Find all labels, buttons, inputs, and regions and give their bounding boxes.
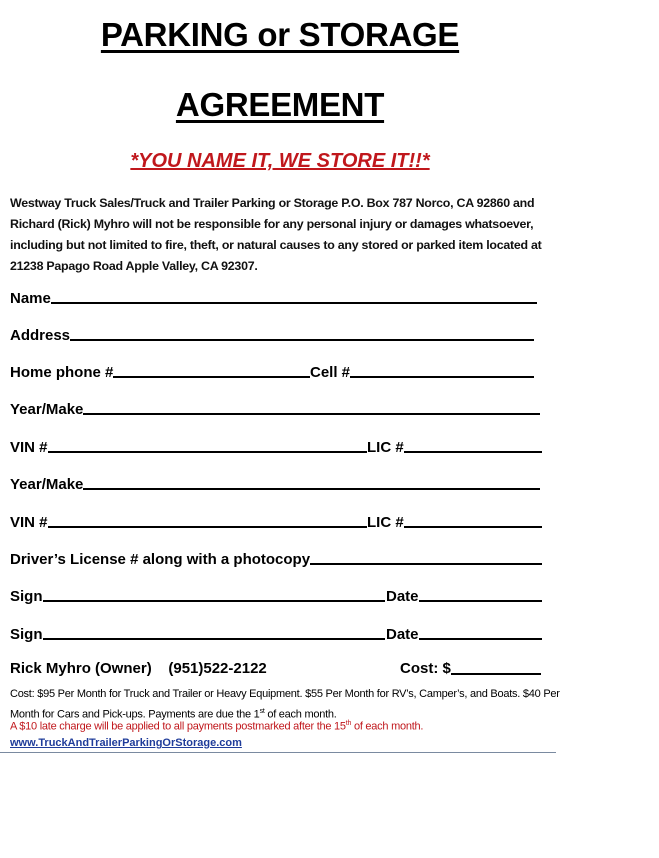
vin-field-1[interactable] [10,434,367,456]
pricing-info [10,686,560,724]
year-make-field-2[interactable] [10,471,540,493]
name-field[interactable] [10,285,537,307]
vin-line[interactable] [48,451,367,453]
vin-field-2[interactable] [10,509,367,531]
date-field-2[interactable] [386,621,542,643]
address-line[interactable] [70,339,534,341]
owner-contact: Rick Myhro (Owner) (951)522-2122 [10,660,267,677]
year-make-line[interactable] [83,488,540,490]
slogan: *YOU NAME IT, WE STORE IT!!* [130,150,430,172]
cost-label: Cost: $ [400,660,451,677]
year-make-line[interactable] [83,413,540,415]
home-phone-field[interactable] [10,359,310,381]
home-phone-label: Home phone # [10,364,114,381]
year-make-field-1[interactable] [10,396,540,418]
vin-line[interactable] [48,526,367,528]
website-link[interactable]: www.TruckAndTrailerParkingOrStorage.com [10,737,242,749]
date-label: Date [386,626,419,643]
date-line[interactable] [419,600,542,602]
footer-divider [0,752,556,753]
date-line[interactable] [419,638,542,640]
lic-line[interactable] [404,451,542,453]
ordinal-sup: st [259,708,265,715]
late-text-end: of each month. [351,720,424,733]
sign-line[interactable] [43,600,386,602]
title-line-2: AGREEMENT [175,86,385,123]
vin-label: VIN # [10,439,48,456]
sign-field-2[interactable] [10,621,385,643]
drivers-license-line[interactable] [310,563,542,565]
cell-line[interactable] [350,376,534,378]
ordinal-sup: th [345,720,352,727]
late-charge-notice [10,720,560,733]
cell-label: Cell # [310,364,351,381]
lic-label: LIC # [367,514,404,531]
cell-field[interactable] [310,359,534,381]
name-label: Name [10,290,51,307]
year-make-label: Year/Make [10,401,84,418]
home-phone-line[interactable] [113,376,310,378]
address-label: Address [10,327,71,344]
vin-label: VIN # [10,514,48,531]
lic-field-1[interactable] [367,434,542,456]
cost-line[interactable] [451,673,541,675]
drivers-license-field[interactable] [10,546,542,568]
sign-label: Sign [10,626,43,643]
drivers-license-label: Driver’s License # along with a photocopy [10,551,311,568]
name-line[interactable] [51,302,537,304]
liability-disclaimer: Westway Truck Sales/Truck and Trailer Parking or Storage P.O. Box 787 Norco, CA 92860 and Richard (Rick) Myhro will not be responsible for any personal injury or damages whatsoever, including but not limited to fire, theft, or natural causes to any stored or parked item located at 21238 Papago Road Apple Valley, CA 92307. [10,196,542,273]
lic-line[interactable] [404,526,542,528]
pricing-text-end: of each month. [264,708,337,721]
date-label: Date [386,588,419,605]
sign-line[interactable] [43,638,386,640]
title-line-1: PARKING or STORAGE [100,16,460,53]
lic-label: LIC # [367,439,404,456]
pricing-text: Cost: $95 Per Month for Truck and Trailer or Heavy Equipment. $55 Per Month for RV’s, Camper’s, and Boats. $40 Per Month for Cars and Pick-ups. Payments are due the 1 [10,688,560,721]
address-field[interactable] [10,322,534,344]
date-field-1[interactable] [386,583,542,605]
lic-field-2[interactable] [367,509,542,531]
late-text: A $10 late charge will be applied to all payments postmarked after the 15 [10,720,346,733]
cost-field[interactable] [400,660,541,677]
sign-field-1[interactable] [10,583,385,605]
sign-label: Sign [10,588,43,605]
year-make-label: Year/Make [10,476,84,493]
